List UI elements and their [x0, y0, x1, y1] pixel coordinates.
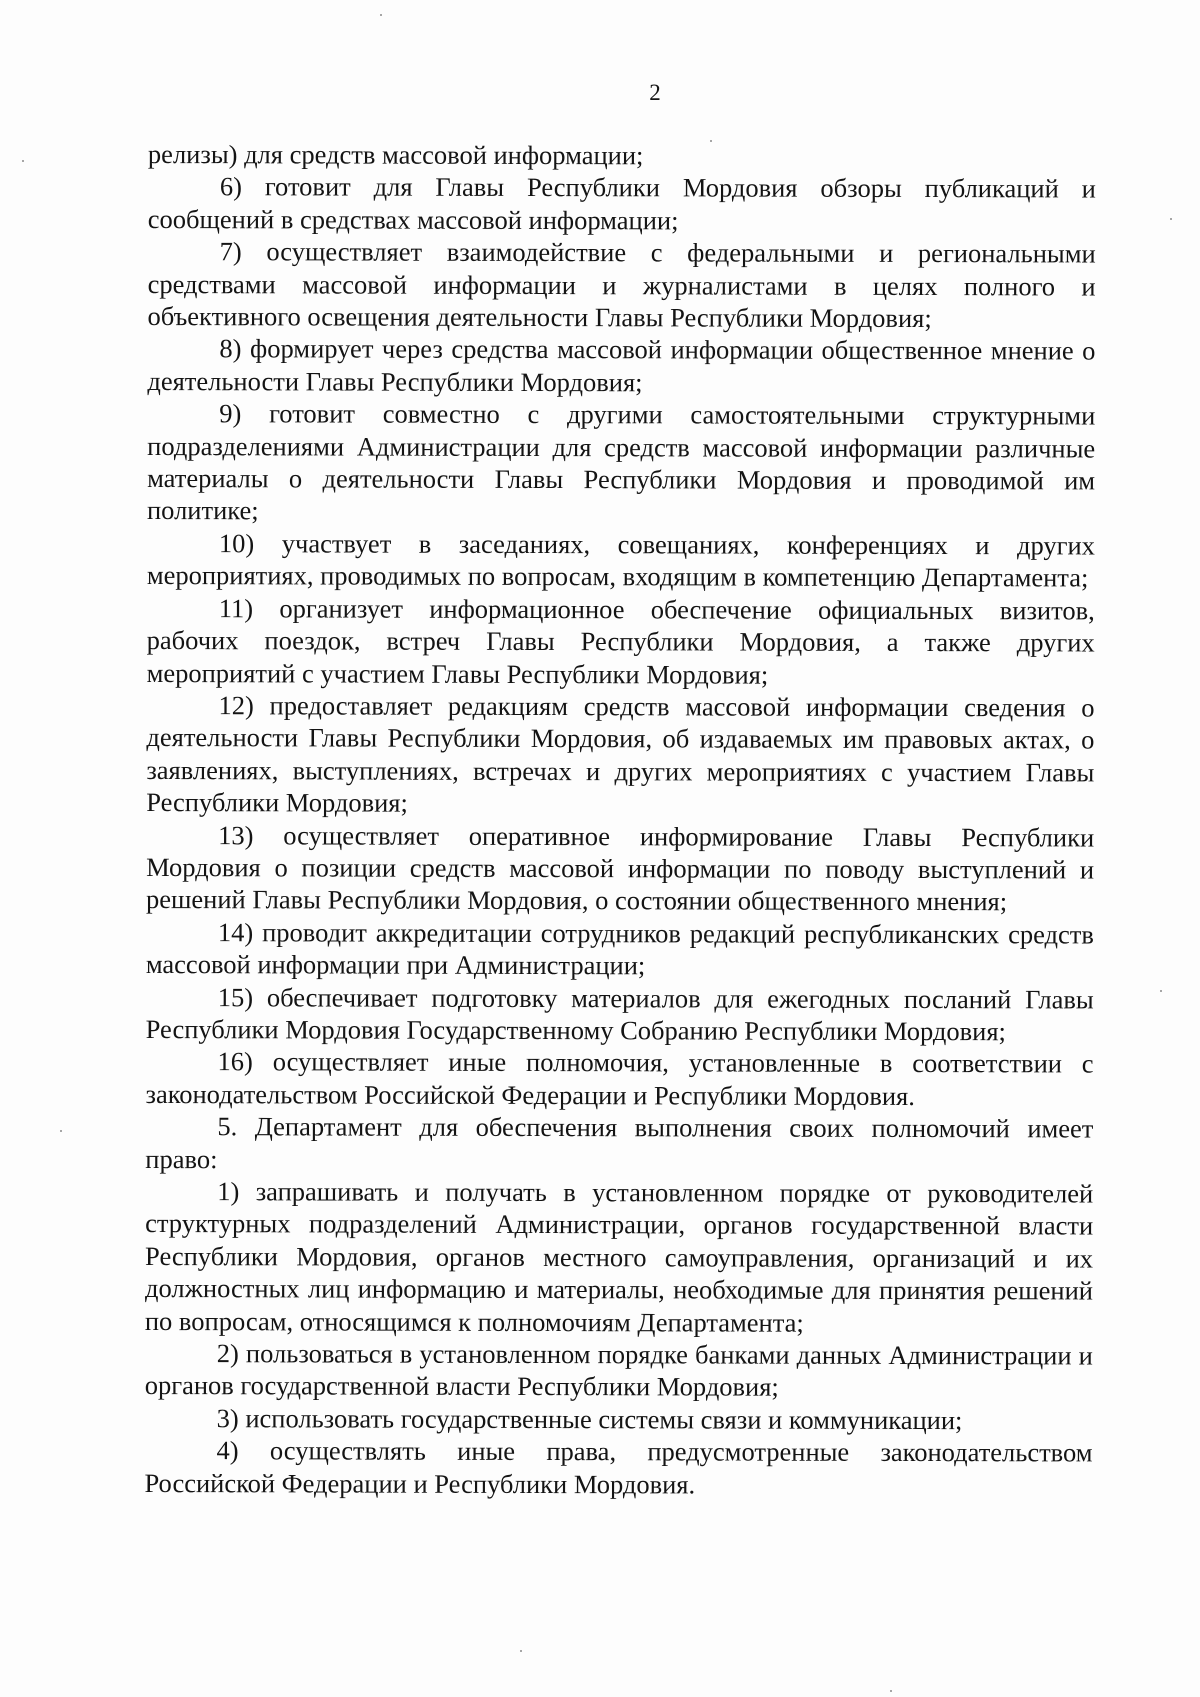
paragraph-item-9: 9) готовит совместно с другими самостоятельными структурными подразделениями Администрации для средств массовой информации различные материалы о деятельности Главы Республики Мордовия и проводимой им политике; — [146, 398, 1096, 526]
paragraph-item-8: 8) формирует через средства массовой информации общественное мнение о деятельности Главы Республики Мордовия; — [147, 333, 1096, 398]
paragraph-item-16: 16) осуществляет иные полномочия, установленные в соответствии с законодательством Российской Федерации и Республики Мордовия. — [145, 1046, 1094, 1111]
scan-speck — [1160, 990, 1162, 992]
scan-speck — [380, 14, 382, 16]
paragraph-item-15: 15) обеспечивает подготовку материалов для ежегодных посланий Главы Республики Мордовия Государственному Собранию Республики Мордовия; — [145, 981, 1094, 1047]
scan-speck — [710, 140, 712, 142]
document-body — [144, 138, 1096, 1502]
scan-speck — [1170, 218, 1172, 220]
paragraph-item-6: 6) готовит для Главы Республики Мордовия обзоры публикаций и сообщений в средствах массовой информации; — [147, 171, 1096, 236]
paragraph-item-14: 14) проводит аккредитации сотрудников редакций республиканских средств массовой информации при Администрации; — [145, 916, 1094, 981]
scan-speck — [60, 1130, 62, 1132]
paragraph-continuation: релизы) для средств массовой информации; — [147, 139, 644, 171]
paragraph-item-13: 13) осуществляет оперативное информирование Главы Республики Мордовия о позиции средств массовой информации по поводу выступлений и решений Главы Республики Мордовия, о состоянии общественного мнения; — [145, 819, 1095, 917]
scan-speck — [520, 1650, 522, 1652]
paragraph-right-1: 1) запрашивать и получать в установленном порядке от руководителей структурных подразделений Администрации, органов государственной власти Республики Мордовия, органов местного самоуправления, организаций и их должностных лиц информацию и материалы, необходимые для принятия решений по вопросам, относящимся к полномочиям Департамента; — [144, 1176, 1094, 1338]
scan-speck — [890, 1690, 892, 1692]
paragraph-item-10: 10) участвует в заседаниях, совещаниях, конференциях и других мероприятиях, проводимых по вопросам, входящим в компетенцию Департамента; — [146, 528, 1095, 593]
paragraph-item-7: 7) осуществляет взаимодействие с федеральными и региональными средствами массовой информации и журналистами в целях полного и объективного освещения деятельности Главы Республики Мордовия; — [147, 236, 1096, 334]
paragraph-right-4: 4) осуществлять иные права, предусмотренные законодательством Российской Федерации и Республики Мордовия. — [144, 1435, 1093, 1500]
paragraph-right-2: 2) пользоваться в установленном порядке банками данных Администрации и органов государственной власти Республики Мордовия; — [144, 1338, 1093, 1403]
scan-speck — [22, 160, 24, 162]
paragraph-right-3: 3) использовать государственные системы связи и коммуникации; — [216, 1403, 963, 1435]
paragraph-item-12: 12) предоставляет редакциям средств массовой информации сведения о деятельности Главы Республики Мордовия, об издаваемых им правовых актах, о заявлениях, выступлениях, встречах и других мероприятиях с участием Главы Республики Мордовия; — [146, 690, 1095, 818]
paragraph-section-5: 5. Департамент для обеспечения выполнения своих полномочий имеет право: — [145, 1111, 1094, 1174]
paragraph-item-11: 11) организует информационное обеспечение официальных визитов, рабочих поездок, встреч Главы Республики Мордовия, а также других мероприятий с участием Главы Республики Мордовия; — [146, 592, 1095, 690]
page-number: 2 — [649, 80, 661, 105]
